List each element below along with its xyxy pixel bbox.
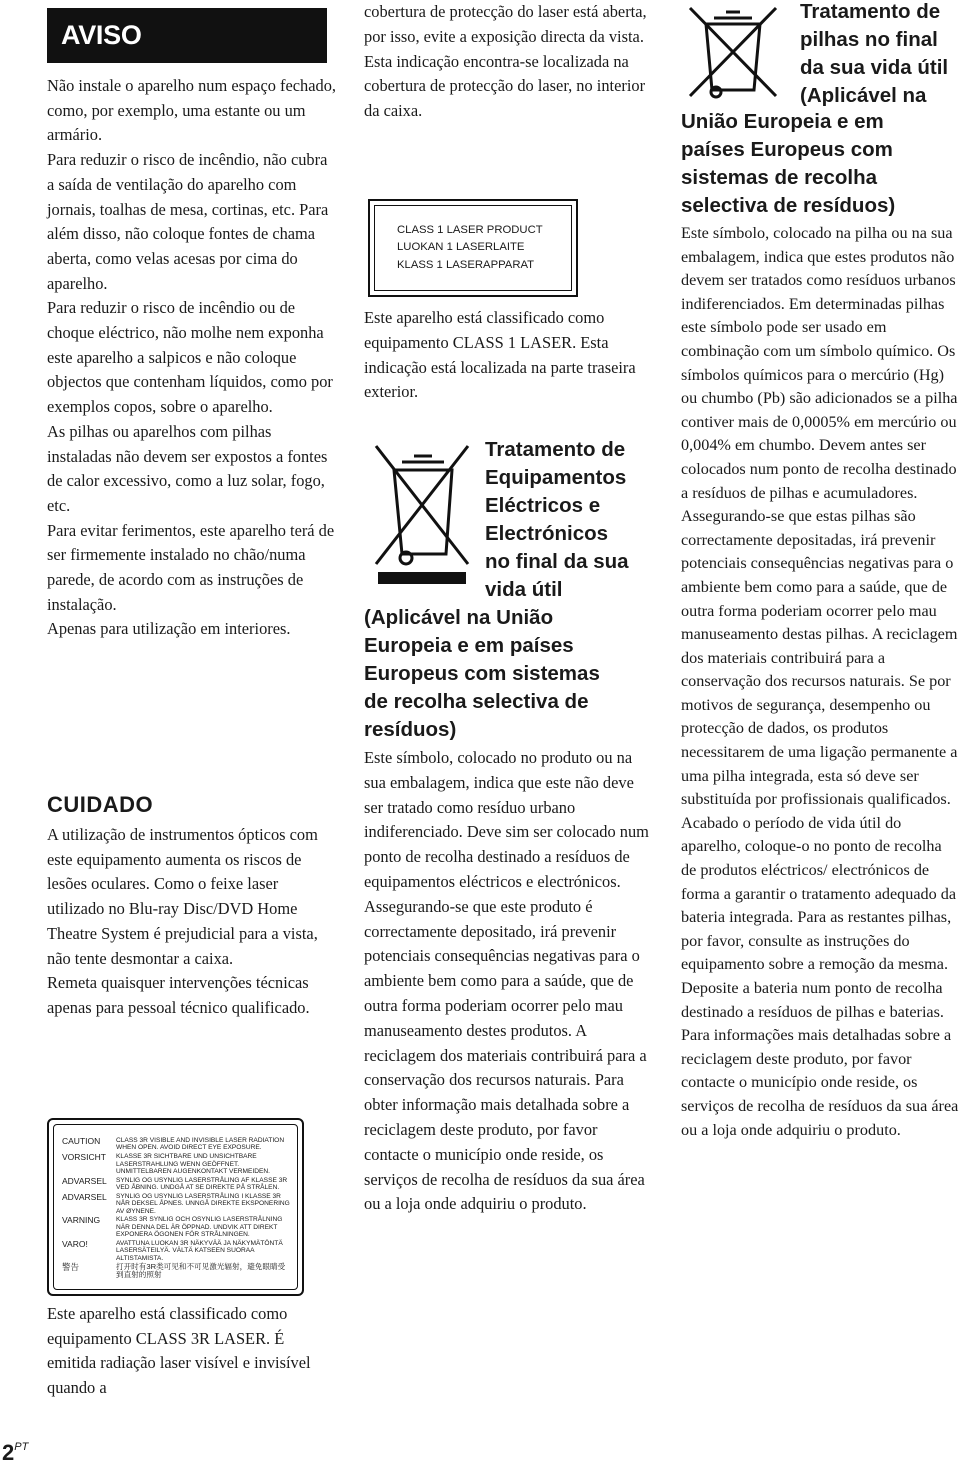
caution-label-text: CLASS 3R VISIBLE AND INVISIBLE LASER RADIATION WHEN OPEN. AVOID DIRECT EYE EXPOSURE. (116, 1137, 285, 1152)
laser-location-paragraph: Esta indicação encontra-se localizada na cobertura de protecção do laser, no interior da caixa. (364, 51, 646, 121)
caution-label-key: 警告 (62, 1262, 80, 1273)
aviso-paragraph: Para reduzir o risco de incêndio ou de choque eléctrico, não molhe nem exponha este aparelho a salpicos e não coloque objectos que contenham líquidos, como por exemplos copos, sobre o aparelho. (47, 298, 333, 417)
weee-heading-line: Europeus com sistemas (364, 662, 600, 685)
weee-section (364, 604, 654, 1217)
weee-heading-line: Europeia e em países (364, 634, 574, 657)
battery-heading-line: países Europeus com (681, 138, 893, 161)
caution-label-text: KLASS 3R SYNLIG OCH OSYNLIG LASERSTRÅLNING NÄR DENNA DEL ÄR ÖPPNAD. UNDVIK ATT DIREKT EXPONERA ÖGONEN FÖR STRÅLNINGEN. (116, 1216, 283, 1239)
caution-label-text: 打开时有3R类可见和不可见激光辐射，避免眼睛受到直射的照射 (116, 1262, 286, 1279)
class3r-paragraph: Este aparelho está classificado como equipamento CLASS 3R LASER. É emitida radiação laser visível e invisível quando a (47, 1304, 311, 1398)
weee-heading-line: resíduos) (364, 718, 457, 741)
caution-label-text: SYNLIG OG USYNLIG LASERSTRÅLING I KLASSE 3R NÅR DEKSEL ÅPNES. UNNGÅ DIREKTE EKSPONERING AV ØYNENE. (116, 1192, 290, 1215)
battery-heading-line: União Europeia e em (681, 110, 884, 133)
cuidado-paragraph: Remeta quaisquer intervenções técnicas apenas para pessoal técnico qualificado. (47, 973, 310, 1017)
battery-heading-line: sistemas de recolha (681, 166, 877, 189)
aviso-paragraph: Apenas para utilização em interiores. (47, 619, 291, 639)
weee-heading-line: no final da sua (485, 550, 629, 573)
weee-heading-line: Electrónicos (485, 522, 609, 545)
caution-label-key: VARO! (62, 1238, 88, 1249)
cuidado-paragraph: A utilização de instrumentos ópticos com este equipamento aumenta os riscos de lesões oculares. Como o feixe laser utilizado no Blu-ray Disc/DVD Home Theatre System é prejudicial para a vista, não tente desmontar a caixa. (47, 825, 318, 968)
aviso-section (47, 74, 337, 642)
page-number (2, 1440, 28, 1466)
weee-heading-line: Equipamentos (485, 466, 627, 489)
laser-cover-section (364, 0, 654, 124)
weee-heading-line: Eléctricos e (485, 494, 601, 517)
aviso-paragraph: As pilhas ou aparelhos com pilhas instaladas não devem ser expostos a fontes de calor excessivo, como a luz solar, fogo, etc. (47, 421, 328, 515)
aviso-heading: AVISO (47, 8, 327, 63)
laser-label-line: LUOKAN 1 LASERLAITE (397, 241, 525, 254)
battery-paragraph: Acabado o período de vida útil do aparelho, coloque-o no ponto de recolha de produtos eléctricos/ electrónicos de forma a garantir o tratamento adequado da bateria integrada. Para as restantes pilhas, por favor, consulte as instruções do equipamento sobre a remoção da mesma. Deposite a bateria num ponto de recolha destinado a resíduos de pilhas e baterias. Para informações mais detalhadas sobre a reciclagem deste produto, por favor contacte o município onde reside, os serviços de recolha de resíduos da sua área ou a loja onde adquiriu o produto. (681, 813, 959, 1139)
weee-heading-right (485, 436, 655, 604)
caution-label-key: VARNING (62, 1215, 101, 1226)
crossed-out-wheelie-bin-icon (372, 442, 472, 590)
page-language-code: PT (14, 1441, 29, 1453)
weee-heading-line: Tratamento de (485, 438, 626, 461)
battery-heading-right (800, 0, 960, 110)
caution-label-key: ADVARSEL (62, 1191, 107, 1202)
battery-paragraph: Este símbolo, colocado na pilha ou na sua embalagem, indica que estes produtos não devem ser tratados como resíduos urbanos indiferenciados. Em determinadas pilhas este símbolo pode ser usado em combinação com um símbolo químico. Os símbolos químicos para o mercúrio (Hg) ou chumbo (Pb) são adicionados se a pilha contiver mais de 0,0005% em mercúrio ou 0,004% em chumbo. Devem antes ser colocados num ponto de recolha destinado a resíduos de pilhas e acumuladores. Assegurando-se que estas pilhas são correctamente depositadas, irá prevenir potenciais consequências negativas para o ambiente bem como para a saúde, que de outra forma poderiam ocorrer pelo mau manuseamento destas pilhas. A reciclagem dos materiais contribuirá para a conservação dos recursos naturais. Se por motivos de segurança, desempenho ou protecção de dados, os produtos necessitarem de uma ligação permanente a uma pilha integrada, esta só deve ser substituída por profissionais qualificados. (681, 224, 958, 809)
caution-label-key: VORSICHT (62, 1152, 106, 1163)
class3r-section (47, 1302, 337, 1401)
weee-paragraph: Este símbolo, colocado no produto ou na sua embalagem, indica que este não deve ser tratado como resíduo urbano indiferenciado. Deve sim ser colocado num ponto de recolha destinado a resíduos de equipamentos eléctricos e electrónicos. Assegurando-se que este produto é correctamente depositado, irá prevenir potenciais consequências negativas para o ambiente bem como para a saúde, que de outra forma poderiam ocorrer pelo mau manuseamento destes produtos. A reciclagem dos materiais contribuirá para a conservação dos recursos naturais. Para obter informação mais detalhada sobre a reciclagem deste produto, por favor contacte o município onde reside, os serviços de recolha de resíduos da sua área ou a loja onde adquiriu o produto. (364, 748, 649, 1214)
battery-heading-line: (Aplicável na (800, 84, 927, 107)
cuidado-section (47, 790, 337, 1021)
laser-cover-paragraph: cobertura de protecção do laser está aberta, por isso, evite a exposição directa da vista. (364, 2, 647, 46)
battery-heading-line: selectiva de resíduos) (681, 194, 896, 217)
weee-heading-line: vida útil (485, 578, 563, 601)
laser-label-line: CLASS 1 LASER PRODUCT (397, 223, 543, 236)
battery-heading-line: Tratamento de (800, 0, 941, 23)
laser-label-line: KLASS 1 LASERAPPARAT (397, 258, 535, 271)
battery-heading-line: da sua vida útil (800, 56, 949, 79)
battery-section (681, 108, 960, 1142)
class1-paragraph: Este aparelho está classificado como equipamento CLASS 1 LASER. Esta indicação está localizada na parte traseira exterior. (364, 308, 636, 402)
crossed-out-battery-bin-icon (686, 6, 780, 100)
caution-label-text: AVATTUNA LUOKAN 3R NÄKYVÄÄ JA NÄKYMÄTÖNTÄ LASERSÄTEILYÄ. VÄLTÄ KATSEEN SUORAA ALTISTAMISTA. (116, 1239, 283, 1262)
page-number-value: 2 (2, 1440, 15, 1465)
cuidado-heading: CUIDADO (47, 792, 154, 817)
class3r-caution-label (47, 1118, 304, 1296)
aviso-paragraph: Não instale o aparelho num espaço fechado, como, por exemplo, uma estante ou um armário. (47, 76, 336, 145)
weee-heading-line: de recolha selectiva de (364, 690, 589, 713)
battery-heading-line: pilhas no final (800, 28, 938, 51)
caution-label-text: KLASSE 3R SICHTBARE UND UNSICHTBARE LASERSTRAHLUNG WENN GEÖFFNET. UNMITTELBAREN AUGENKONTAKT VERMEIDEN. (116, 1153, 270, 1175)
aviso-paragraph: Para reduzir o risco de incêndio, não cubra a saída de ventilação do aparelho com jornais, toalhas de mesa, cortinas, etc. Para além disso, não coloque fontes de chama aberta, como velas acesas por cima do aparelho. (47, 150, 329, 293)
caution-label-key: CAUTION (62, 1136, 101, 1146)
aviso-paragraph: Para evitar ferimentos, este aparelho terá de ser firmemente instalado no chão/numa parede, de acordo com as instruções de instalação. (47, 520, 335, 614)
class1-laser-label (368, 199, 578, 297)
caution-label-key: ADVARSEL (62, 1175, 107, 1186)
caution-label-text: SYNLIG OG USYNLIG LASERSTRÅLING AF KLASSE 3R VED ÅBNING. UNDGÅ AT SE DIREKTE PÅ STRÅLEN. (116, 1176, 288, 1192)
weee-heading-line: (Aplicável na União (364, 606, 554, 629)
class1-section (364, 306, 654, 405)
